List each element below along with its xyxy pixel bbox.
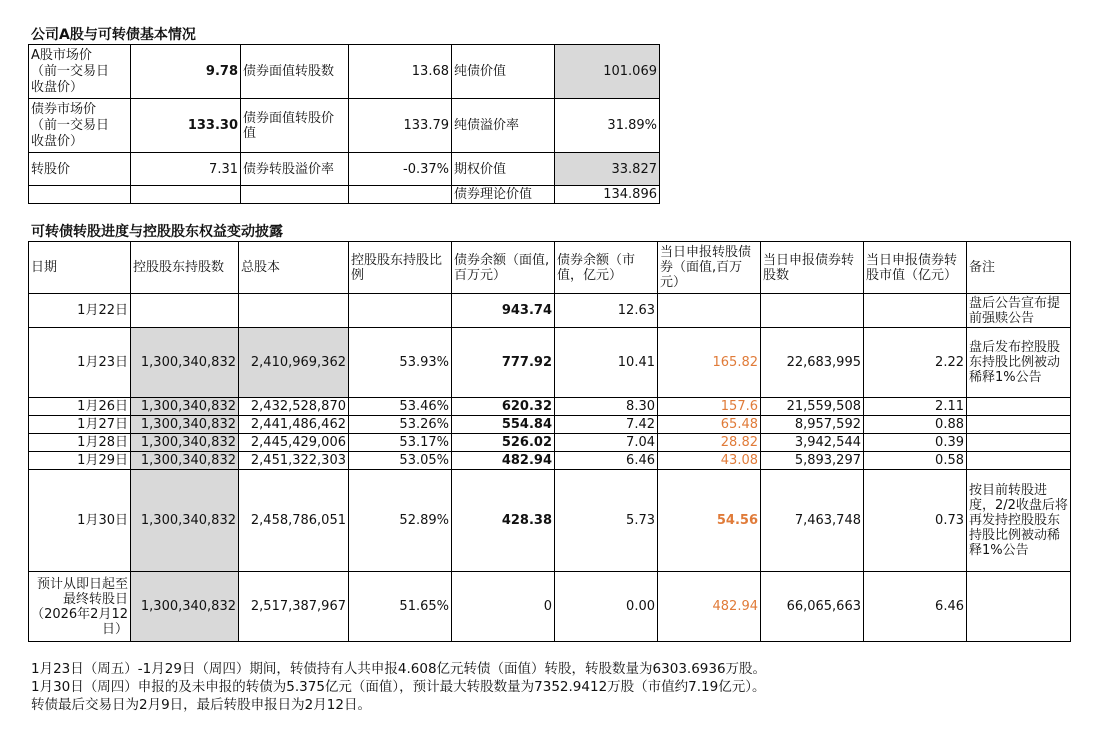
converted-shares-cell: 3,942,544 <box>761 434 864 452</box>
converted-market-cell: 0.88 <box>864 416 967 434</box>
holding-cell <box>131 294 239 328</box>
conversion-shares-value: 13.68 <box>349 45 452 99</box>
footnote-2: 1月30日（周四）申报的及未申报的转债为5.375亿元（面值），预计最大转股数量为7352.9412万股（市值约7.19亿元）。 <box>31 679 766 695</box>
note-cell: 盘后发布控股股东持股比例被动稀释1%公告 <box>967 328 1071 398</box>
balance-face-cell: 482.94 <box>452 452 555 470</box>
table-row <box>29 452 1071 470</box>
converted-face-cell: 482.94 <box>658 572 761 642</box>
theoretical-value: 134.896 <box>555 186 660 204</box>
ratio-cell: 52.89% <box>349 470 452 572</box>
date-cell: 1月27日 <box>29 416 131 434</box>
pure-bond-value-label: 纯债价值 <box>452 45 555 99</box>
date-cell: 1月29日 <box>29 452 131 470</box>
balance-market-cell: 6.46 <box>555 452 658 470</box>
converted-shares-cell: 7,463,748 <box>761 470 864 572</box>
total-shares-cell: 2,410,969,362 <box>239 328 349 398</box>
table-row <box>29 294 1071 328</box>
ratio-cell: 53.26% <box>349 416 452 434</box>
ratio-cell: 53.05% <box>349 452 452 470</box>
ratio-cell: 51.65% <box>349 572 452 642</box>
total-shares-cell: 2,451,322,303 <box>239 452 349 470</box>
date-cell: 1月23日 <box>29 328 131 398</box>
converted-face-cell: 43.08 <box>658 452 761 470</box>
conversion-progress-table <box>28 241 1071 642</box>
date-cell: 1月22日 <box>29 294 131 328</box>
balance-face-cell: 0 <box>452 572 555 642</box>
column-header: 备注 <box>967 242 1071 294</box>
converted-market-cell: 2.22 <box>864 328 967 398</box>
converted-market-cell: 6.46 <box>864 572 967 642</box>
column-header: 控股股东持股比例 <box>349 242 452 294</box>
converted-face-cell: 65.48 <box>658 416 761 434</box>
converted-shares-cell: 21,559,508 <box>761 398 864 416</box>
converted-shares-cell <box>761 294 864 328</box>
column-header: 债券余额（市值，亿元） <box>555 242 658 294</box>
conversion-price-label: 转股价 <box>29 153 131 186</box>
holding-cell: 1,300,340,832 <box>131 470 239 572</box>
column-header: 控股股东持股数 <box>131 242 239 294</box>
balance-face-cell: 554.84 <box>452 416 555 434</box>
table-row <box>29 416 1071 434</box>
footnote-1: 1月23日（周五）-1月29日（周四）期间，转债持有人共申报4.608亿元转债（面值）转股，转股数量为6303.6936万股。 <box>31 661 767 677</box>
bond-price-value: 133.30 <box>131 99 241 153</box>
footnote-3: 转债最后交易日为2月9日，最后转股申报日为2月12日。 <box>31 697 371 713</box>
column-header: 当日申报债券转股数 <box>761 242 864 294</box>
balance-market-cell: 5.73 <box>555 470 658 572</box>
total-shares-cell: 2,432,528,870 <box>239 398 349 416</box>
pure-bond-premium-value: 31.89% <box>555 99 660 153</box>
column-header: 日期 <box>29 242 131 294</box>
holding-cell: 1,300,340,832 <box>131 434 239 452</box>
conversion-shares-label: 债券面值转股数 <box>241 45 349 99</box>
ratio-cell: 53.93% <box>349 328 452 398</box>
column-header: 总股本 <box>239 242 349 294</box>
converted-shares-cell: 22,683,995 <box>761 328 864 398</box>
table-row <box>29 572 1071 642</box>
converted-market-cell: 2.11 <box>864 398 967 416</box>
holding-cell: 1,300,340,832 <box>131 328 239 398</box>
converted-shares-cell: 66,065,663 <box>761 572 864 642</box>
balance-face-cell: 526.02 <box>452 434 555 452</box>
total-shares-cell: 2,441,486,462 <box>239 416 349 434</box>
converted-face-cell <box>658 294 761 328</box>
balance-market-cell: 10.41 <box>555 328 658 398</box>
date-cell: 1月26日 <box>29 398 131 416</box>
total-shares-cell <box>239 294 349 328</box>
balance-market-cell: 0.00 <box>555 572 658 642</box>
a-share-price-label: A股市场价 （前一交易日 收盘价） <box>29 45 131 99</box>
note-cell: 盘后公告宣布提前强赎公告 <box>967 294 1071 328</box>
conversion-price-value: 7.31 <box>131 153 241 186</box>
table-row <box>29 153 660 186</box>
holding-cell: 1,300,340,832 <box>131 398 239 416</box>
balance-market-cell: 7.04 <box>555 434 658 452</box>
balance-market-cell: 12.63 <box>555 294 658 328</box>
note-cell <box>967 452 1071 470</box>
converted-shares-cell: 5,893,297 <box>761 452 864 470</box>
table-row <box>29 45 660 99</box>
conversion-premium-value: -0.37% <box>349 153 452 186</box>
ratio-cell: 53.46% <box>349 398 452 416</box>
option-value-label: 期权价值 <box>452 153 555 186</box>
ratio-cell <box>349 294 452 328</box>
balance-face-cell: 777.92 <box>452 328 555 398</box>
date-cell: 1月28日 <box>29 434 131 452</box>
conversion-premium-label: 债券转股溢价率 <box>241 153 349 186</box>
note-cell <box>967 572 1071 642</box>
column-header: 债券余额（面值,百万元） <box>452 242 555 294</box>
converted-market-cell: 0.73 <box>864 470 967 572</box>
holding-cell: 1,300,340,832 <box>131 452 239 470</box>
bond-price-label: 债券市场价 （前一交易日 收盘价） <box>29 99 131 153</box>
converted-market-cell: 0.58 <box>864 452 967 470</box>
column-header: 当日申报债券转股市值（亿元） <box>864 242 967 294</box>
converted-market-cell <box>864 294 967 328</box>
ratio-cell: 53.17% <box>349 434 452 452</box>
basic-info-table <box>28 44 660 204</box>
pure-bond-value: 101.069 <box>555 45 660 99</box>
note-cell: 按目前转股进度，2/2收盘后将再发持控股股东持股比例被动稀释1%公告 <box>967 470 1071 572</box>
total-shares-cell: 2,517,387,967 <box>239 572 349 642</box>
table-row <box>29 328 1071 398</box>
note-cell <box>967 398 1071 416</box>
converted-face-cell: 157.6 <box>658 398 761 416</box>
converted-face-cell: 54.56 <box>658 470 761 572</box>
table-header-row <box>29 242 1071 294</box>
holding-cell: 1,300,340,832 <box>131 572 239 642</box>
total-shares-cell: 2,458,786,051 <box>239 470 349 572</box>
date-cell: 1月30日 <box>29 470 131 572</box>
section1-title: 公司A股与可转债基本情况 <box>31 27 196 43</box>
converted-face-cell: 165.82 <box>658 328 761 398</box>
table-row <box>29 434 1071 452</box>
converted-face-cell: 28.82 <box>658 434 761 452</box>
note-cell <box>967 434 1071 452</box>
date-cell: 预计从即日起至最终转股日（2026年2月12日） <box>29 572 131 642</box>
section2-title: 可转债转股进度与控股股东权益变动披露 <box>31 224 283 240</box>
total-shares-cell: 2,445,429,006 <box>239 434 349 452</box>
balance-face-cell: 620.32 <box>452 398 555 416</box>
converted-shares-cell: 8,957,592 <box>761 416 864 434</box>
table-row <box>29 99 660 153</box>
balance-market-cell: 8.30 <box>555 398 658 416</box>
a-share-price-value: 9.78 <box>131 45 241 99</box>
pure-bond-premium-label: 纯债溢价率 <box>452 99 555 153</box>
conversion-value: 133.79 <box>349 99 452 153</box>
balance-face-cell: 428.38 <box>452 470 555 572</box>
option-value: 33.827 <box>555 153 660 186</box>
conversion-value-label: 债券面值转股价值 <box>241 99 349 153</box>
balance-market-cell: 7.42 <box>555 416 658 434</box>
note-cell <box>967 416 1071 434</box>
table-row <box>29 398 1071 416</box>
table-row <box>29 186 660 204</box>
balance-face-cell: 943.74 <box>452 294 555 328</box>
holding-cell: 1,300,340,832 <box>131 416 239 434</box>
theoretical-value-label: 债券理论价值 <box>452 186 555 204</box>
column-header: 当日申报转股债券（面值,百万元） <box>658 242 761 294</box>
table-row <box>29 470 1071 572</box>
converted-market-cell: 0.39 <box>864 434 967 452</box>
